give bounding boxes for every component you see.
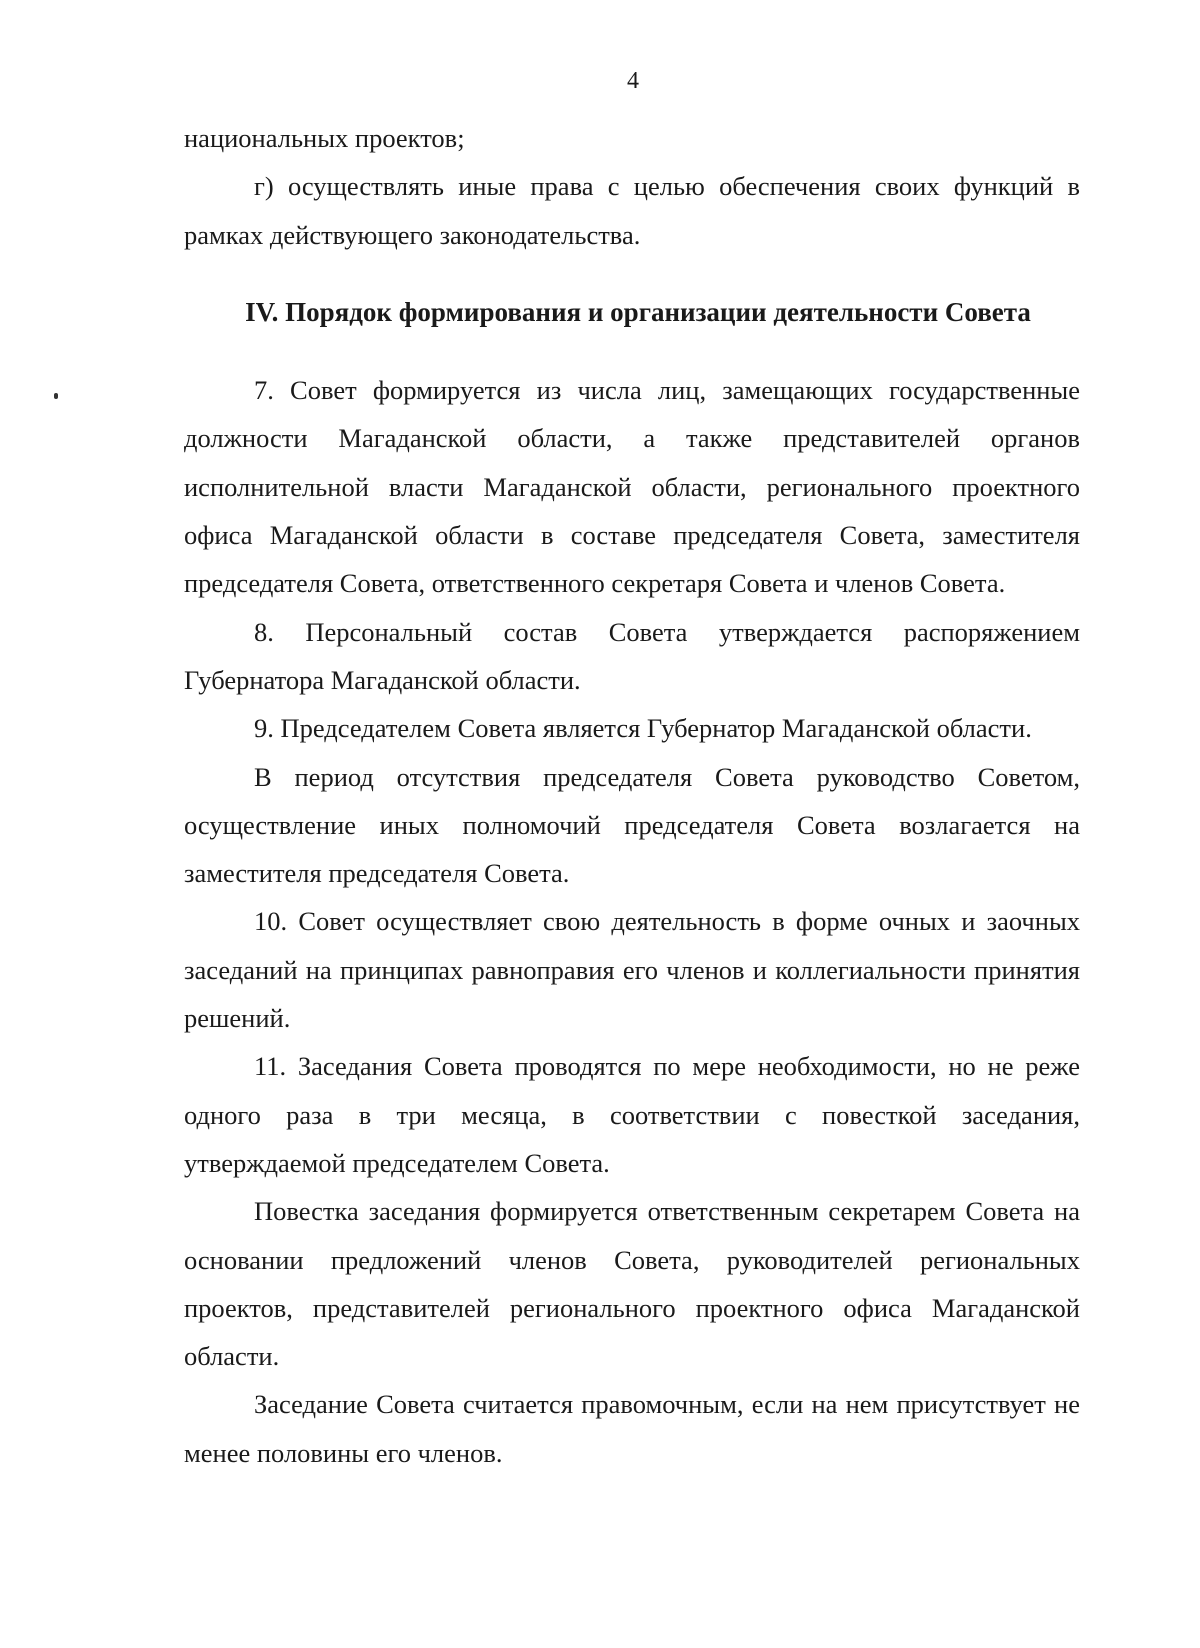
- paragraph-11-agenda: Повестка заседания формируется ответственным секретарем Совета на основании предложений членов Совета, руководителей региональных проектов, представителей регионального проектного офиса Магаданской области.: [184, 1196, 1080, 1372]
- paragraph-9: 9. Председателем Совета является Губернатор Магаданской области.: [254, 713, 1032, 744]
- paragraph-8: 8. Персональный состав Совета утверждается распоряжением Губернатора Магаданской области.: [184, 616, 1080, 695]
- section-heading: IV. Порядок формирования и организации деятельности Совета: [245, 296, 1031, 327]
- paragraph-9-deputy: В период отсутствия председателя Совета руководство Советом, осуществление иных полномочий председателя Совета возлагается на заместителя председателя Совета.: [184, 761, 1080, 889]
- page-number: 4: [627, 68, 639, 94]
- paragraph-item-g: г) осуществлять иные права с целью обеспечения своих функций в рамках действующего законодательства.: [184, 171, 1080, 250]
- paragraph-11-quorum: Заседание Совета считается правомочным, если на нем присутствует не менее половины его членов.: [184, 1389, 1080, 1468]
- scan-speck: [54, 393, 58, 399]
- paragraph-7: 7. Совет формируется из числа лиц, замещающих государственные должности Магаданской области, а также представителей органов исполнительной власти Магаданской области, регионального проектного офиса Магаданской области в составе председателя Совета, заместителя председателя Совета, ответственного секретаря Совета и членов Совета.: [184, 375, 1080, 599]
- document-body: [184, 114, 1080, 1477]
- paragraph-10: 10. Совет осуществляет свою деятельность в форме очных и заочных заседаний на принципах равноправия его членов и коллегиальности принятия решений.: [184, 906, 1080, 1034]
- paragraph-continuation: национальных проектов;: [184, 123, 465, 153]
- paragraph-11: 11. Заседания Совета проводятся по мере необходимости, но не реже одного раза в три месяца, в соответствии с повесткой заседания, утверждаемой председателем Совета.: [184, 1051, 1080, 1178]
